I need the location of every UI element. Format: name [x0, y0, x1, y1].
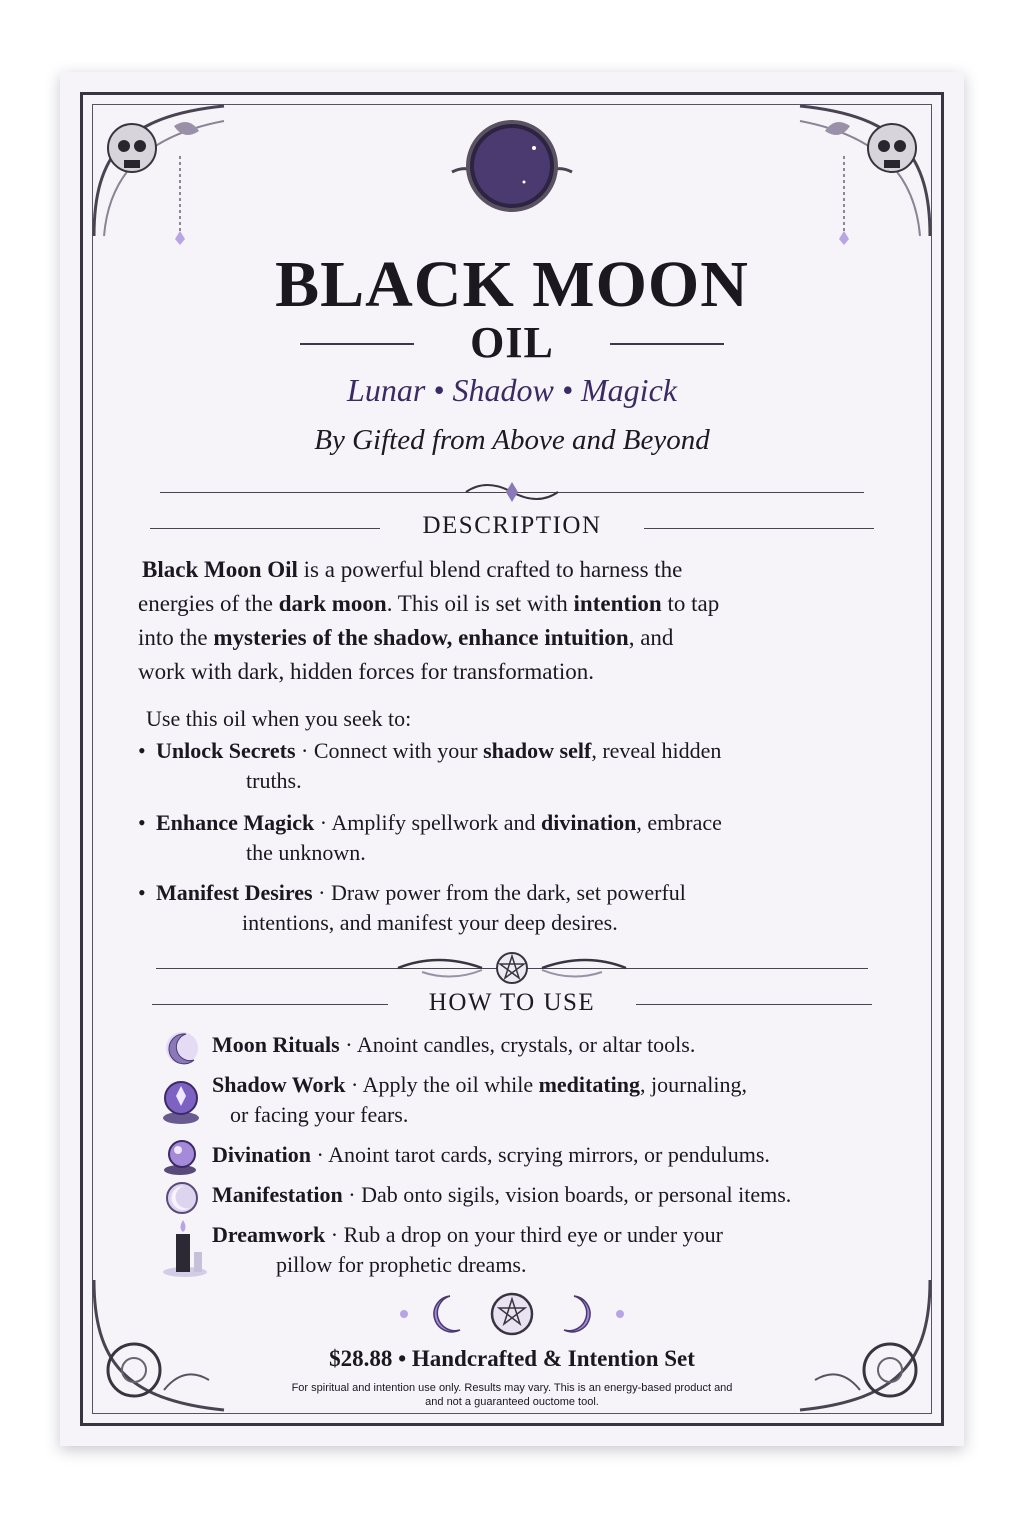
item-title: Divination: [212, 1142, 312, 1167]
disclaimer-line-2: and not a guaranteed ouctome tool.: [425, 1396, 599, 1408]
product-subtitle: OIL: [470, 318, 554, 367]
description-heading: DESCRIPTION: [422, 512, 602, 539]
bullet-title: Enhance Magick: [156, 810, 315, 835]
text: Apply the oil while: [362, 1072, 539, 1097]
text: Rub a drop on your third eye or under your: [343, 1222, 723, 1247]
text-bold: mysteries of the shadow, enhance intuition: [213, 625, 629, 650]
bullet-continuation: the unknown.: [246, 840, 366, 865]
how-to-item: [212, 1220, 723, 1250]
moon-phases-ornament: [392, 1290, 632, 1338]
text: , reveal hidden: [591, 738, 722, 763]
text: ·: [345, 1072, 363, 1097]
how-to-item: [212, 1180, 791, 1210]
text-bold: meditating: [538, 1072, 641, 1097]
skull-ornament-top-right: [790, 96, 940, 246]
how-to-item: [212, 1070, 747, 1100]
item-title: Moon Rituals: [212, 1032, 340, 1057]
bullet-title: Unlock Secrets: [156, 738, 296, 763]
crescent-moon-emblem: [446, 112, 578, 224]
text: ·: [342, 1182, 362, 1207]
text: , journaling,: [640, 1072, 747, 1097]
text: energies of the: [138, 591, 279, 616]
description-paragraph: [138, 553, 882, 689]
text-bold: dark moon: [278, 591, 387, 616]
skull-ornament-top-left: [84, 96, 234, 246]
text: into the: [138, 625, 214, 650]
use-intro: Use this oil when you seek to:: [146, 706, 412, 731]
crescent-moon-icon: [160, 1026, 204, 1070]
text: Anoint tarot cards, scrying mirrors, or pendulums.: [328, 1142, 770, 1167]
text: , embrace: [636, 810, 722, 835]
item-title: Shadow Work: [212, 1072, 346, 1097]
text: Draw power from the dark, set powerful: [330, 880, 686, 905]
disclaimer-line-1: For spiritual and intention use only. Results may vary. This is an energy-based product and: [291, 1382, 733, 1394]
bullet-item: • Unlock Secrets · Connect with your shadow self, reveal hidden: [138, 738, 722, 763]
flourish-divider: [462, 478, 562, 506]
text-bold: divination: [541, 810, 637, 835]
crystal-orb-icon: [158, 1072, 204, 1128]
bullet-title: Manifest Desires: [156, 880, 313, 905]
bullet-item: • Manifest Desires · Draw power from the dark, set powerful: [138, 880, 686, 905]
text: Connect with your: [313, 738, 484, 763]
text: ·: [339, 1032, 357, 1057]
price-line: $28.88 • Handcrafted & Intention Set: [329, 1346, 695, 1371]
text: ·: [312, 880, 331, 905]
item-title: Dreamwork: [212, 1222, 326, 1247]
text: work with dark, hidden forces for transformation.: [138, 659, 595, 684]
text: ·: [325, 1222, 344, 1247]
text: is a powerful blend crafted to harness the: [297, 557, 683, 582]
product-title: BLACK MOON: [275, 248, 749, 321]
pentagram-divider: [392, 950, 632, 986]
text: . This oil is set with: [386, 591, 574, 616]
bullet-continuation: truths.: [246, 768, 302, 793]
text: , and: [628, 625, 674, 650]
item-title: Manifestation: [212, 1182, 343, 1207]
text: Anoint candles, crystals, or altar tools.: [356, 1032, 696, 1057]
bullet-continuation: intentions, and manifest your deep desires.: [242, 910, 618, 935]
text: ·: [311, 1142, 329, 1167]
tagline: Lunar • Shadow • Magick: [347, 372, 677, 408]
text: Amplify spellwork and: [331, 810, 542, 835]
text: ·: [314, 810, 332, 835]
text: Dab onto sigils, vision boards, or personal items.: [361, 1182, 792, 1207]
byline: By Gifted from Above and Beyond: [314, 424, 710, 456]
how-to-use-heading: HOW TO USE: [428, 989, 596, 1016]
how-to-continuation: pillow for prophetic dreams.: [276, 1252, 527, 1277]
how-to-continuation: or facing your fears.: [230, 1102, 409, 1127]
crystal-ball-icon: [158, 1134, 202, 1178]
how-to-item: [212, 1140, 770, 1170]
text-bold: intention: [573, 591, 662, 616]
text: to tap: [661, 591, 720, 616]
how-to-item: [212, 1030, 695, 1060]
moon-icon: [160, 1176, 204, 1220]
text-bold: shadow self: [483, 738, 592, 763]
bullet-item: • Enhance Magick · Amplify spellwork and divination, embrace: [138, 810, 722, 835]
text-bold: Black Moon Oil: [142, 557, 298, 582]
text: ·: [295, 738, 314, 763]
candle-icon: [160, 1216, 210, 1278]
